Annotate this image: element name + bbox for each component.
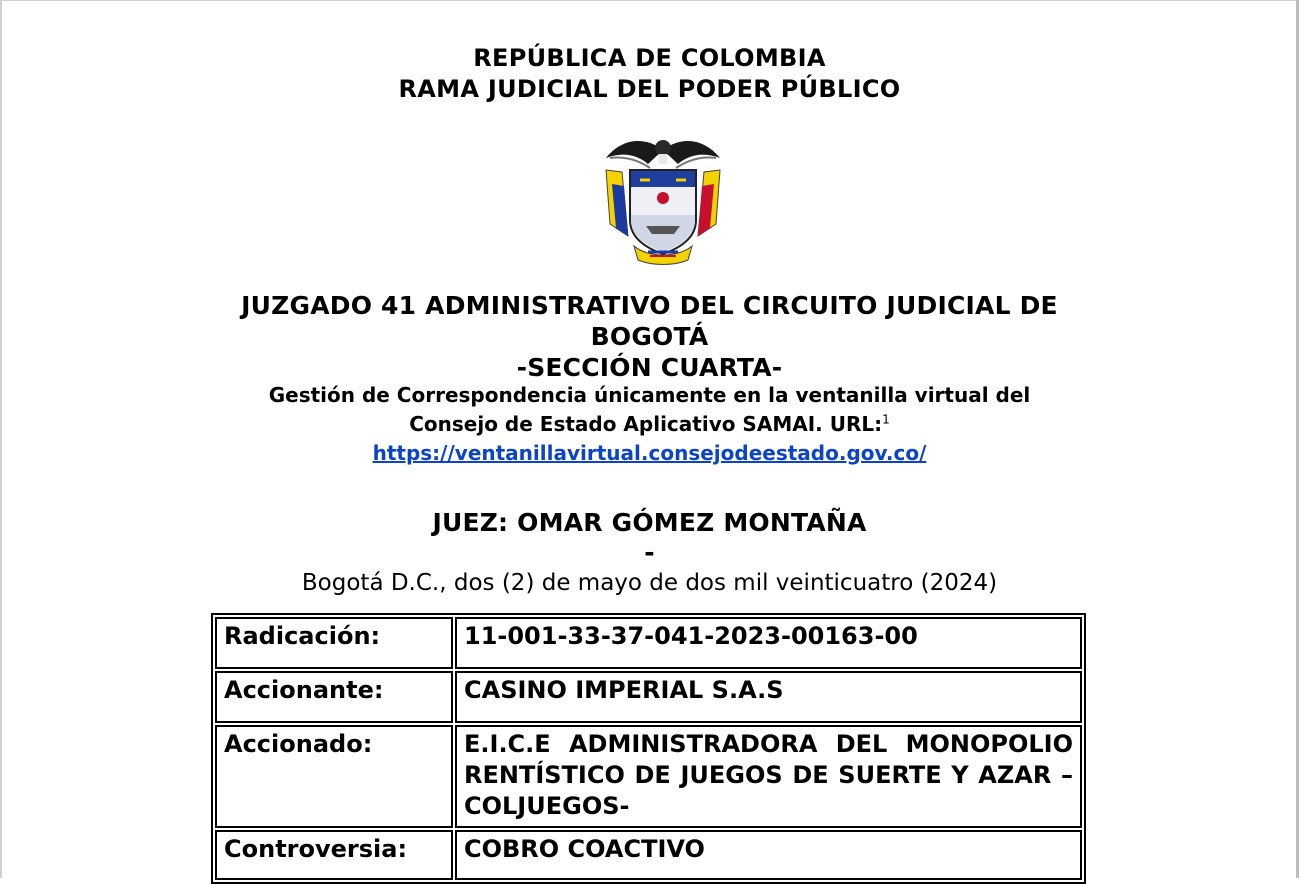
court-name-line2: BOGOTÁ (590, 322, 709, 351)
judge-name: JUEZ: OMAR GÓMEZ MONTAÑA (432, 508, 867, 537)
table-row (215, 725, 1082, 828)
accionante-value: CASINO IMPERIAL S.A.S (455, 671, 1082, 723)
court-section: -SECCIÓN CUARTA- (516, 353, 783, 382)
correspondence-note-line1: Gestión de Correspondencia únicamente en la ventanilla virtual del (268, 383, 1031, 407)
court-name-line1: JUZGADO 41 ADMINISTRATIVO DEL CIRCUITO JUDICIAL DE (241, 291, 1058, 320)
radicacion-label: Radicación: (215, 617, 453, 669)
accionado-label: Accionado: (215, 725, 453, 828)
table-row (215, 671, 1082, 723)
accionado-value: E.I.C.E ADMINISTRADORA DEL MONOPOLIO RENTÍSTICO DE JUEGOS DE SUERTE Y AZAR – COLJUEGOS- (455, 725, 1082, 828)
page-border-top (0, 0, 1299, 1)
page-border-left (0, 0, 2, 878)
samai-url-link[interactable]: https://ventanillavirtual.consejodeestado.gov.co/ (372, 441, 927, 465)
controversia-label: Controversia: (215, 830, 453, 880)
footnote-marker: 1 (882, 412, 890, 427)
url-line (0, 441, 1299, 465)
accionante-label: Accionante: (215, 671, 453, 723)
header-republic: REPÚBLICA DE COLOMBIA (473, 44, 826, 72)
table-row (215, 617, 1082, 669)
header-rama-judicial: RAMA JUDICIAL DEL PODER PÚBLICO (398, 75, 901, 103)
case-info-table (211, 613, 1086, 884)
correspondence-note-line2 (0, 412, 1299, 436)
document-date: Bogotá D.C., dos (2) de mayo de dos mil veinticuatro (2024) (301, 570, 998, 596)
correspondence-note-text: Consejo de Estado Aplicativo SAMAI. URL: (409, 412, 883, 436)
controversia-value: COBRO COACTIVO (455, 830, 1082, 880)
judge-dash: - (644, 538, 655, 567)
table-row (215, 830, 1082, 880)
colombia-coat-of-arms-icon (600, 128, 726, 266)
radicacion-value: 11-001-33-37-041-2023-00163-00 (455, 617, 1082, 669)
